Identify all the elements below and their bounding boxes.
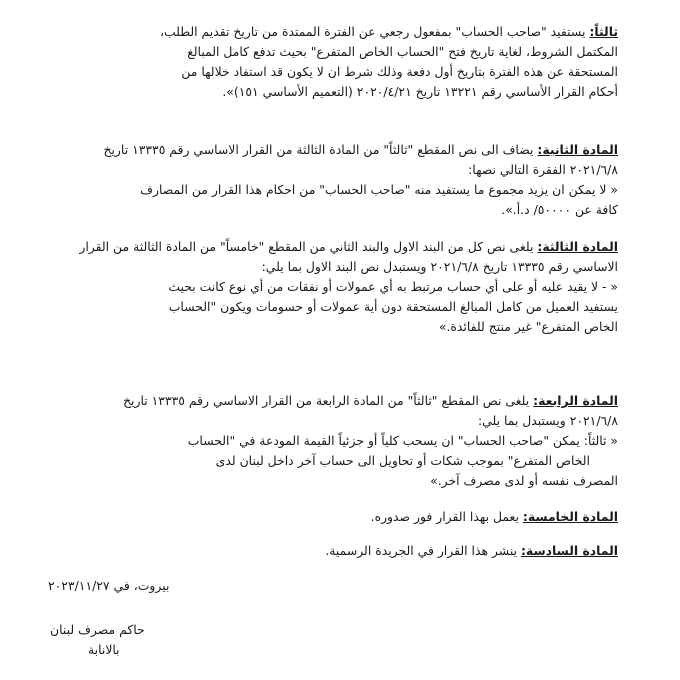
article-two	[40, 140, 618, 220]
article-five-text: يعمل بهذا القرار فور صدوره.	[370, 509, 519, 524]
article-six	[40, 541, 618, 561]
paragraph-third	[40, 22, 618, 102]
article-two-line-3: « لا يمكن ان يزيد مجموع ما يستفيد منه "صاحب الحساب" من احكام هذا القرار من المصارف	[140, 182, 618, 197]
paragraph-third-line-3: المستحقة عن هذه الفترة بتاريخ أول دفعة وذلك شرط ان لا يكون قد استفاد خلالها من	[181, 64, 618, 79]
article-three-line-1: يلغى نص كل من البند الاول والبند الثاني من المقطع "خامساً" من المادة الثالثة من القرار	[79, 239, 534, 254]
signature-place-date: بيروت، في ٢٠٢٣/١١/٢٧	[48, 578, 170, 593]
article-four-line-4: الخاص المتفرع" بموجب شكات أو تحاويل الى حساب آخر داخل لبنان لدى	[215, 453, 590, 468]
article-three-line-5: الخاص المتفرع" غير منتج للفائدة.»	[438, 319, 618, 334]
article-two-line-1: يضاف الى نص المقطع "ثالثاً" من المادة الثالثة من القرار الاساسي رقم ١٣٣٣٥ تاريخ	[103, 142, 534, 157]
article-five-heading: المادة الخامسة:	[522, 509, 618, 524]
article-two-line-2: ٢٠٢١/٦/٨ الفقرة التالي نصها:	[468, 162, 618, 177]
article-four-heading: المادة الرابعة:	[533, 393, 618, 408]
article-three-line-2: الاساسي رقم ١٣٣٣٥ تاريخ ٢٠٢١/٦/٨ ويستبدل نص البند الاول بما يلي:	[261, 259, 618, 274]
article-three-line-4: يستفيد العميل من كامل المبالغ المستحقة دون أية عمولات أو حسومات ويكون "الحساب	[168, 299, 618, 314]
article-four-line-1: يلغى نص المقطع "ثالثاً" من المادة الرابعة من القرار الاساسي رقم ١٣٣٣٥ تاريخ	[123, 393, 530, 408]
paragraph-third-line-2: المكتمل الشروط، لغاية تاريخ فتح "الحساب الخاص المتفرع" بحيث تدفع كامل المبالغ	[187, 44, 618, 59]
article-five	[40, 507, 618, 527]
article-four	[40, 391, 618, 491]
article-three	[40, 237, 618, 337]
article-three-heading: المادة الثالثة:	[537, 239, 618, 254]
article-four-line-5: المصرف نفسه أو لدى مصرف آخر.»	[430, 473, 618, 488]
paragraph-third-line-1: يستفيد "صاحب الحساب" بمفعول رجعي عن الفترة الممتدة من تاريخ تقديم الطلب،	[159, 24, 586, 39]
article-six-heading: المادة السادسة:	[520, 543, 618, 558]
article-two-heading: المادة الثانية:	[537, 142, 618, 157]
article-four-line-3: « ثالثاً: يمكن "صاحب الحساب" ان يسحب كلياً أو جزئياً القيمة المودعة في "الحساب	[187, 433, 618, 448]
article-two-line-4: كافة عن ٥٠٠٠٠/ د.أ.».	[501, 202, 618, 217]
signature-title: حاكم مصرف لبنان	[50, 622, 145, 637]
article-four-line-2: ٢٠٢١/٦/٨ ويستبدل بما يلي:	[477, 413, 618, 428]
article-three-line-3: « - لا يقيد عليه أو على أي حساب مرتبط به أي عمولات أو نفقات من أي نوع كانت بحيث	[168, 279, 618, 294]
paragraph-third-line-4: أحكام القرار الأساسي رقم ١٣٢٢١ تاريخ ٢٠٢٠/٤/٢١ (التعميم الأساسي ١٥١)».	[222, 84, 618, 99]
signature-acting: بالانابة	[88, 642, 120, 657]
paragraph-third-heading: ثالثاً:	[589, 24, 618, 39]
article-six-text: ينشر هذا القرار في الجريدة الرسمية.	[325, 543, 518, 558]
